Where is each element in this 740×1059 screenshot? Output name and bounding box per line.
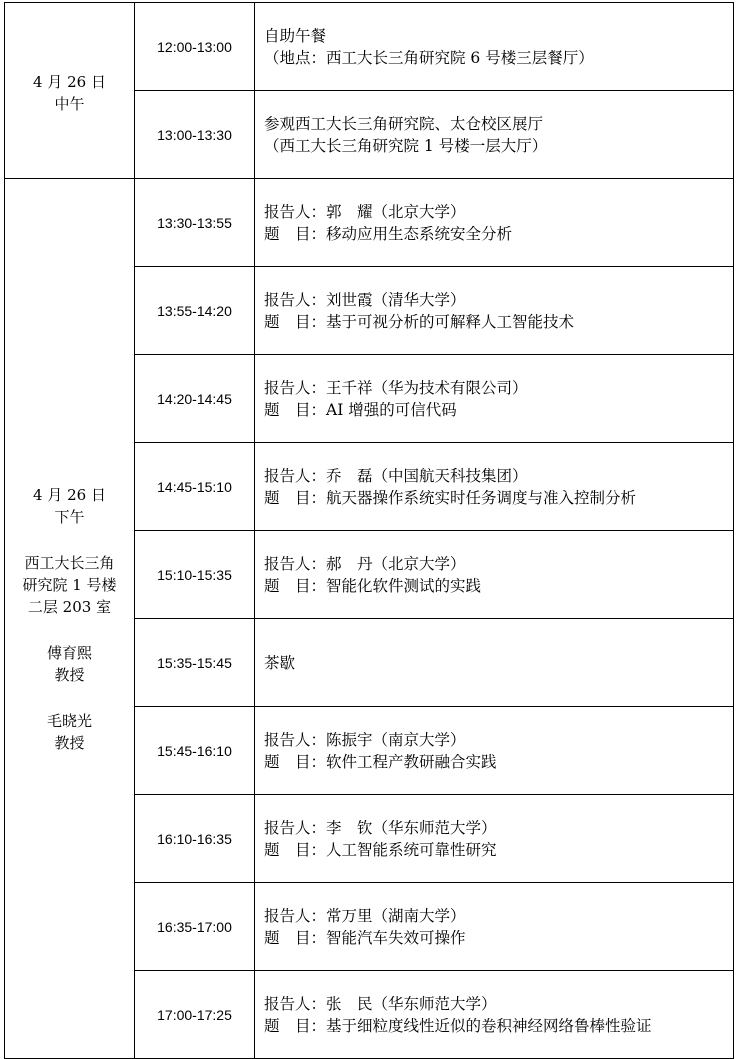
topic-label: 题 目：	[264, 752, 327, 771]
topic-label: 题 目：	[264, 840, 327, 859]
topic-line	[264, 223, 733, 245]
content-cell	[255, 443, 734, 531]
time-slot: 13:00-13:30	[135, 91, 255, 179]
speaker-name: 郝 丹（北京大学）	[326, 554, 466, 573]
event-location: （地点：西工大长三角研究院 6 号楼三层餐厅）	[264, 48, 594, 67]
chair-title: 教授	[54, 733, 85, 752]
speaker-line	[264, 201, 733, 223]
topic-line	[264, 487, 733, 509]
content-cell	[255, 267, 734, 355]
speaker-name: 郭 耀（北京大学）	[326, 202, 466, 221]
time-slot: 15:35-15:45	[135, 619, 255, 707]
speaker-name: 常万里（湖南大学）	[326, 906, 466, 925]
speaker-label: 报告人：	[264, 290, 327, 309]
content-cell	[255, 91, 734, 179]
time-slot: 14:45-15:10	[135, 443, 255, 531]
topic-text: 智能汽车失效可操作	[326, 928, 466, 947]
schedule-row	[5, 179, 734, 267]
topic-text: 软件工程产教研融合实践	[326, 752, 497, 771]
topic-line	[264, 575, 733, 597]
speaker-label: 报告人：	[264, 202, 327, 221]
event-title: 自助午餐	[264, 26, 327, 45]
break-label: 茶歇	[264, 653, 296, 672]
speaker-label: 报告人：	[264, 378, 327, 397]
topic-label: 题 目：	[264, 312, 327, 331]
topic-line	[264, 927, 733, 949]
venue-line: 研究院 1 号楼	[22, 575, 117, 594]
topic-label: 题 目：	[264, 224, 327, 243]
topic-label: 题 目：	[264, 576, 327, 595]
speaker-label: 报告人：	[264, 994, 327, 1013]
speaker-name: 乔 磊（中国航天科技集团）	[326, 466, 528, 485]
time-slot: 15:45-16:10	[135, 707, 255, 795]
topic-text: 人工智能系统可靠性研究	[326, 840, 497, 859]
topic-text: AI 增强的可信代码	[326, 400, 457, 419]
time-slot: 16:35-17:00	[135, 883, 255, 971]
topic-line	[264, 839, 733, 861]
content-cell	[255, 795, 734, 883]
schedule-table	[4, 2, 734, 1059]
topic-text: 移动应用生态系统安全分析	[326, 224, 513, 243]
speaker-name: 王千祥（华为技术有限公司）	[326, 378, 528, 397]
time-slot: 14:20-14:45	[135, 355, 255, 443]
content-cell	[255, 179, 734, 267]
noon-period: 中午	[54, 94, 85, 113]
chair-title: 教授	[54, 665, 85, 684]
speaker-line	[264, 465, 733, 487]
speaker-label: 报告人：	[264, 466, 327, 485]
speaker-line	[264, 553, 733, 575]
event-location: （西工大长三角研究院 1 号楼一层大厅）	[264, 136, 548, 155]
topic-label: 题 目：	[264, 928, 327, 947]
speaker-label: 报告人：	[264, 554, 327, 573]
break-cell	[255, 619, 734, 707]
topic-line	[264, 311, 733, 333]
speaker-name: 张 民（华东师范大学）	[326, 994, 497, 1013]
venue-line: 二层 203 室	[27, 597, 112, 616]
time-slot: 13:55-14:20	[135, 267, 255, 355]
venue-line: 西工大长三角	[24, 553, 115, 572]
speaker-line	[264, 729, 733, 751]
speaker-name: 刘世霞（清华大学）	[326, 290, 466, 309]
time-slot: 13:30-13:55	[135, 179, 255, 267]
noon-date: 4 月 26 日	[33, 72, 106, 91]
speaker-name: 李 钦（华东师范大学）	[326, 818, 497, 837]
time-slot: 12:00-13:00	[135, 3, 255, 91]
content-cell	[255, 707, 734, 795]
content-cell	[255, 971, 734, 1059]
time-slot: 16:10-16:35	[135, 795, 255, 883]
speaker-name: 陈振宇（南京大学）	[326, 730, 466, 749]
speaker-label: 报告人：	[264, 730, 327, 749]
speaker-label: 报告人：	[264, 906, 327, 925]
topic-label: 题 目：	[264, 488, 327, 507]
speaker-line	[264, 817, 733, 839]
topic-text: 航天器操作系统实时任务调度与准入控制分析	[326, 488, 637, 507]
time-slot: 17:00-17:25	[135, 971, 255, 1059]
noon-date-cell	[5, 3, 135, 179]
content-cell	[255, 3, 734, 91]
chair-name: 傅育熙	[46, 643, 92, 662]
topic-line	[264, 1015, 733, 1037]
schedule-row	[5, 3, 734, 91]
speaker-line	[264, 993, 733, 1015]
content-cell	[255, 355, 734, 443]
topic-text: 智能化软件测试的实践	[326, 576, 482, 595]
topic-line	[264, 751, 733, 773]
topic-line	[264, 399, 733, 421]
speaker-line	[264, 377, 733, 399]
time-slot: 15:10-15:35	[135, 531, 255, 619]
afternoon-date: 4 月 26 日	[33, 485, 106, 504]
content-cell	[255, 531, 734, 619]
speaker-label: 报告人：	[264, 818, 327, 837]
topic-text: 基于细粒度线性近似的卷积神经网络鲁棒性验证	[326, 1016, 652, 1035]
topic-label: 题 目：	[264, 1016, 327, 1035]
topic-text: 基于可视分析的可解释人工智能技术	[326, 312, 575, 331]
chair-name: 毛晓光	[46, 711, 92, 730]
speaker-line	[264, 289, 733, 311]
content-cell	[255, 883, 734, 971]
afternoon-info-cell	[5, 179, 135, 1059]
afternoon-period: 下午	[54, 507, 85, 526]
speaker-line	[264, 905, 733, 927]
event-title: 参观西工大长三角研究院、太仓校区展厅	[264, 114, 544, 133]
topic-label: 题 目：	[264, 400, 327, 419]
